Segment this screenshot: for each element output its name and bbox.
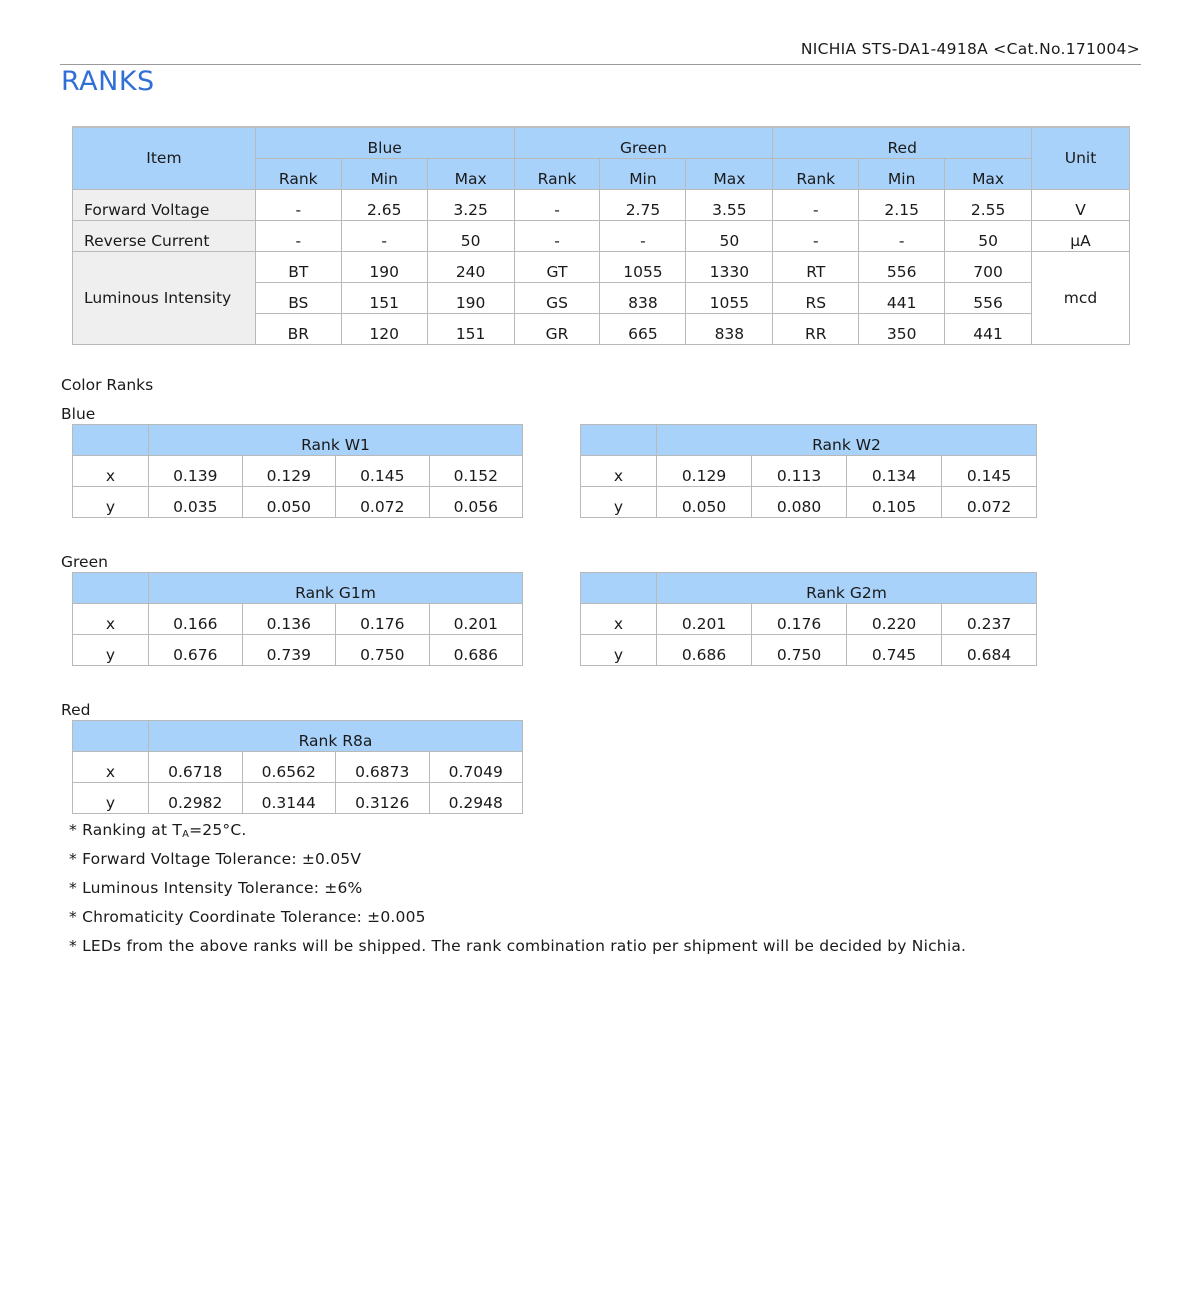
table-cell: 3.55 <box>686 190 773 221</box>
table-cell: BR <box>255 314 341 345</box>
note-forward-voltage-tolerance: * Forward Voltage Tolerance: ±0.05V <box>69 850 362 868</box>
table-row <box>73 252 1130 283</box>
table-cell: 0.080 <box>752 487 847 518</box>
note-shipping: * LEDs from the above ranks will be shipped. The rank combination ratio per shipment will be decided by Nichia. <box>69 937 967 955</box>
table-cell: BS <box>255 283 341 314</box>
table-cell: 0.676 <box>149 635 243 666</box>
table-cell: GS <box>514 283 600 314</box>
table-cell: - <box>341 221 427 252</box>
table-cell: 0.072 <box>942 487 1037 518</box>
red-rank-header: Rank <box>773 159 859 190</box>
unit-cell: mcd <box>1032 252 1130 345</box>
red-group-header: Red <box>773 127 1032 159</box>
table-cell: 0.145 <box>942 456 1037 487</box>
table-cell: 0.136 <box>242 604 336 635</box>
table-cell: - <box>514 221 600 252</box>
table-row <box>73 221 1130 252</box>
color-ranks-label: Color Ranks <box>61 376 154 394</box>
table-cell: 151 <box>427 314 514 345</box>
rank-title: Rank G2m <box>657 573 1037 604</box>
row-label: Reverse Current <box>73 221 256 252</box>
axis-label: y <box>73 783 149 814</box>
table-cell: 50 <box>427 221 514 252</box>
table-cell: 0.129 <box>242 456 336 487</box>
table-cell: 0.201 <box>657 604 752 635</box>
corner-cell <box>73 573 149 604</box>
table-cell: 0.739 <box>242 635 336 666</box>
table-cell: 1055 <box>600 252 686 283</box>
table-cell: 700 <box>945 252 1032 283</box>
table-row <box>73 783 523 814</box>
table-cell: 838 <box>600 283 686 314</box>
red-section-label: Red <box>61 701 91 719</box>
table-cell: 0.139 <box>149 456 243 487</box>
table-cell: 0.3126 <box>336 783 430 814</box>
table-cell: 0.220 <box>847 604 942 635</box>
table-cell: 190 <box>427 283 514 314</box>
blue-min-header: Min <box>341 159 427 190</box>
table-cell: - <box>255 190 341 221</box>
table-cell: 50 <box>945 221 1032 252</box>
table-cell: 0.6718 <box>149 752 243 783</box>
table-cell: BT <box>255 252 341 283</box>
table-cell: 0.7049 <box>429 752 523 783</box>
document-id: NICHIA STS-DA1-4918A <Cat.No.171004> <box>800 40 1140 58</box>
rank-title: Rank R8a <box>149 721 523 752</box>
table-cell: 556 <box>859 252 945 283</box>
table-cell: 2.75 <box>600 190 686 221</box>
blue-group-header: Blue <box>255 127 514 159</box>
table-cell: 0.686 <box>657 635 752 666</box>
table-cell: 0.035 <box>149 487 243 518</box>
axis-label: y <box>73 635 149 666</box>
corner-cell <box>581 425 657 456</box>
table-cell: 50 <box>686 221 773 252</box>
table-row <box>73 635 523 666</box>
rank-w2-table <box>580 424 1037 518</box>
rank-title: Rank W1 <box>149 425 523 456</box>
red-min-header: Min <box>859 159 945 190</box>
rank-table <box>72 126 1130 345</box>
blue-section-label: Blue <box>61 405 96 423</box>
table-cell: 240 <box>427 252 514 283</box>
table-cell: 0.050 <box>657 487 752 518</box>
table-cell: 441 <box>859 283 945 314</box>
item-header: Item <box>73 127 256 190</box>
axis-label: y <box>581 635 657 666</box>
table-cell: 441 <box>945 314 1032 345</box>
table-cell: 350 <box>859 314 945 345</box>
axis-label: x <box>73 604 149 635</box>
table-row <box>73 604 523 635</box>
rank-title: Rank W2 <box>657 425 1037 456</box>
table-cell: 665 <box>600 314 686 345</box>
table-cell: GT <box>514 252 600 283</box>
green-rank-header: Rank <box>514 159 600 190</box>
rank-g1m-table <box>72 572 523 666</box>
table-cell: 0.166 <box>149 604 243 635</box>
table-cell: GR <box>514 314 600 345</box>
axis-label: x <box>581 604 657 635</box>
table-row <box>73 752 523 783</box>
table-cell: RS <box>773 283 859 314</box>
rank-title: Rank G1m <box>149 573 523 604</box>
table-cell: 0.056 <box>429 487 523 518</box>
table-header-row <box>73 127 1130 159</box>
green-section-label: Green <box>61 553 108 571</box>
row-label: Luminous Intensity <box>73 252 256 345</box>
corner-cell <box>73 721 149 752</box>
corner-cell <box>73 425 149 456</box>
table-row <box>581 604 1037 635</box>
table-cell: 0.745 <box>847 635 942 666</box>
green-max-header: Max <box>686 159 773 190</box>
axis-label: y <box>581 487 657 518</box>
header-divider <box>60 64 1141 65</box>
table-cell: 2.55 <box>945 190 1032 221</box>
table-cell: - <box>773 221 859 252</box>
rank-w1-table <box>72 424 523 518</box>
axis-label: x <box>73 752 149 783</box>
unit-cell: V <box>1032 190 1130 221</box>
table-cell: - <box>514 190 600 221</box>
table-cell: 0.113 <box>752 456 847 487</box>
table-cell: 0.750 <box>336 635 430 666</box>
note-ranking-temperature: * Ranking at $T_A=25^\circ C$. <box>69 821 247 840</box>
table-cell: 0.3144 <box>242 783 336 814</box>
table-cell: 190 <box>341 252 427 283</box>
table-cell: 0.2948 <box>429 783 523 814</box>
table-cell: - <box>600 221 686 252</box>
table-row <box>73 190 1130 221</box>
axis-label: x <box>581 456 657 487</box>
table-cell: 0.134 <box>847 456 942 487</box>
table-cell: RR <box>773 314 859 345</box>
table-cell: 0.072 <box>336 487 430 518</box>
table-row <box>73 456 523 487</box>
table-row <box>73 487 523 518</box>
table-cell: - <box>773 190 859 221</box>
table-cell: 0.2982 <box>149 783 243 814</box>
table-cell: 3.25 <box>427 190 514 221</box>
table-row <box>581 635 1037 666</box>
row-label: Forward Voltage <box>73 190 256 221</box>
red-max-header: Max <box>945 159 1032 190</box>
green-group-header: Green <box>514 127 773 159</box>
table-cell: 0.050 <box>242 487 336 518</box>
table-cell: 0.176 <box>752 604 847 635</box>
table-cell: RT <box>773 252 859 283</box>
note-luminous-intensity-tolerance: * Luminous Intensity Tolerance: ±6% <box>69 879 363 897</box>
table-cell: 0.176 <box>336 604 430 635</box>
blue-max-header: Max <box>427 159 514 190</box>
corner-cell <box>581 573 657 604</box>
table-cell: 0.686 <box>429 635 523 666</box>
table-cell: 0.201 <box>429 604 523 635</box>
table-cell: 556 <box>945 283 1032 314</box>
table-cell: 0.152 <box>429 456 523 487</box>
table-cell: 151 <box>341 283 427 314</box>
table-cell: 2.65 <box>341 190 427 221</box>
table-cell: 1055 <box>686 283 773 314</box>
green-min-header: Min <box>600 159 686 190</box>
table-cell: - <box>255 221 341 252</box>
table-cell: 0.145 <box>336 456 430 487</box>
table-cell: 0.237 <box>942 604 1037 635</box>
unit-header: Unit <box>1032 127 1130 190</box>
table-row <box>581 487 1037 518</box>
table-cell: 0.684 <box>942 635 1037 666</box>
page-title: RANKS <box>61 66 155 97</box>
table-cell: 838 <box>686 314 773 345</box>
table-row <box>581 456 1037 487</box>
blue-rank-header: Rank <box>255 159 341 190</box>
table-cell: 1330 <box>686 252 773 283</box>
axis-label: y <box>73 487 149 518</box>
table-cell: - <box>859 221 945 252</box>
table-cell: 120 <box>341 314 427 345</box>
table-cell: 0.750 <box>752 635 847 666</box>
rank-g2m-table <box>580 572 1037 666</box>
axis-label: x <box>73 456 149 487</box>
table-cell: 0.6873 <box>336 752 430 783</box>
rank-r8a-table <box>72 720 523 814</box>
table-cell: 0.6562 <box>242 752 336 783</box>
table-cell: 0.129 <box>657 456 752 487</box>
table-cell: 2.15 <box>859 190 945 221</box>
unit-cell: μA <box>1032 221 1130 252</box>
table-cell: 0.105 <box>847 487 942 518</box>
note-chromaticity-tolerance: * Chromaticity Coordinate Tolerance: ±0.005 <box>69 908 426 926</box>
